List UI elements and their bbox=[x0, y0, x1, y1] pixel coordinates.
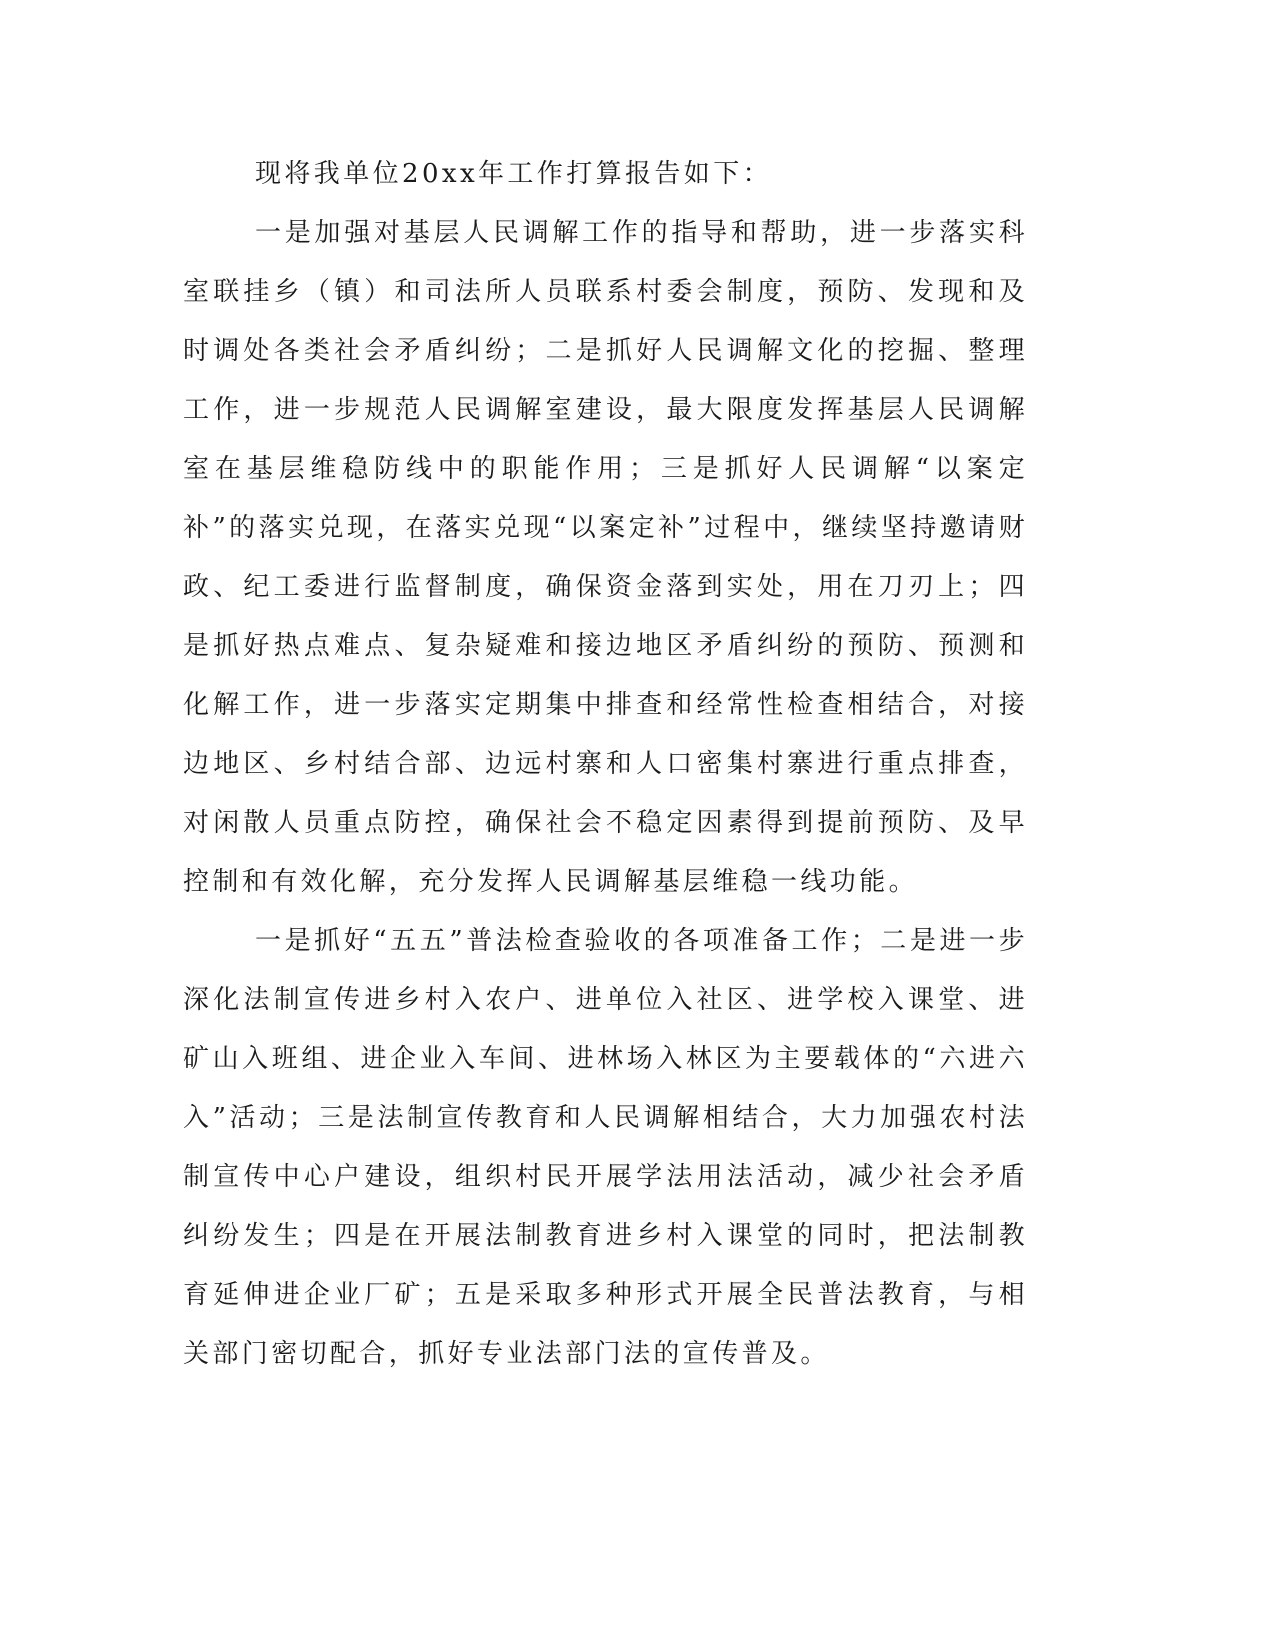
mediation-work-paragraph: 一是加强对基层人民调解工作的指导和帮助，进一步落实科室联挂乡（镇）和司法所人员联系村委会制度，预防、发现和及时调处各类社会矛盾纠纷；二是抓好人民调解文化的挖掘、整理工作，进一步规范人民调解室建设，最大限度发挥基层人民调解室在基层维稳防线中的职能作用；三是抓好人民调解“以案定补”的落实兑现，在落实兑现“以案定补”过程中，继续坚持邀请财政、纪工委进行监督制度，确保资金落到实处，用在刀刃上；四是抓好热点难点、复杂疑难和接边地区矛盾纠纷的预防、预测和化解工作，进一步落实定期集中排查和经常性检查相结合，对接边地区、乡村结合部、边远村寨和人口密集村寨进行重点排查，对闲散人员重点防控，确保社会不稳定因素得到提前预防、及早控制和有效化解，充分发挥人民调解基层维稳一线功能。 bbox=[183, 218, 1028, 897]
intro-paragraph: 现将我单位20xx年工作打算报告如下： bbox=[255, 159, 773, 189]
legal-education-paragraph: 一是抓好“五五”普法检查验收的各项准备工作；二是进一步深化法制宣传进乡村入农户、进单位入社区、进学校入课堂、进矿山入班组、进企业入车间、进林场入林区为主要载体的“六进六入”活动；三是法制宣传教育和人民调解相结合，大力加强农村法制宣传中心户建设，组织村民开展学法用法活动，减少社会矛盾纠纷发生；四是在开展法制教育进乡村入课堂的同时，把法制教育延伸进企业厂矿；五是采取多种形式开展全民普法教育，与相关部门密切配合，抓好专业法部门法的宣传普及。 bbox=[183, 926, 1028, 1369]
document-body bbox=[183, 145, 1028, 1384]
